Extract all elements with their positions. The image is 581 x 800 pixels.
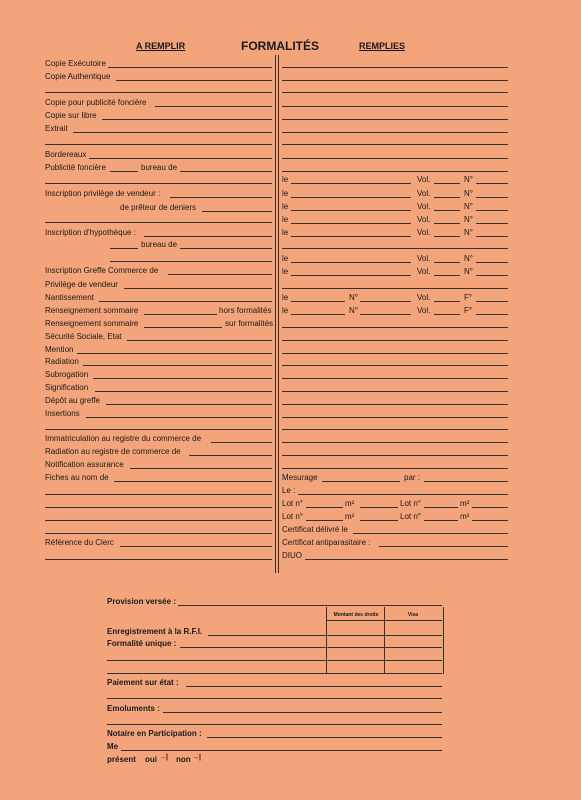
filled-line[interactable] [282, 442, 508, 443]
label-radiation-registre: Radiation au registre de commerce de [45, 447, 181, 456]
field-vol[interactable] [434, 275, 460, 276]
label-renseignement-hors: Renseignement sommaire [45, 306, 139, 315]
blank-line[interactable] [45, 494, 272, 495]
field-emoluments[interactable] [163, 712, 442, 713]
field-inscription-greffe[interactable] [168, 274, 272, 275]
field-numero[interactable] [476, 275, 508, 276]
page-title: FORMALITÉS [241, 39, 319, 53]
label-mention: Mention [45, 345, 74, 354]
field-radiation-registre[interactable] [189, 455, 272, 456]
field-certificat-delivre[interactable] [353, 533, 508, 534]
filled-line[interactable] [282, 327, 508, 328]
field-notaire-participation[interactable] [207, 737, 442, 738]
label-vol: Vol. [417, 228, 431, 237]
field-lot[interactable] [306, 507, 343, 508]
label-m2: m² [460, 512, 470, 521]
label-folio: F° [464, 306, 473, 315]
label-oui: oui [145, 755, 157, 764]
blank-line[interactable] [45, 507, 272, 508]
field-copie-publicite[interactable] [155, 106, 272, 107]
field-inscription-hypotheque[interactable] [144, 236, 272, 237]
field-mention[interactable] [77, 353, 272, 354]
field-vol[interactable] [434, 314, 460, 315]
filled-line[interactable] [282, 468, 508, 469]
field-mesurage[interactable] [322, 481, 400, 482]
label-lot: Lot n° [400, 512, 421, 521]
label-lot: Lot n° [282, 499, 303, 508]
label-notaire-participation: Notaire en Participation : [107, 729, 202, 738]
label-par: par : [404, 473, 421, 482]
label-publicite-fonciere: Publicité foncière [45, 163, 106, 172]
label-radiation: Radiation [45, 357, 79, 366]
field-vol[interactable] [434, 236, 460, 237]
field-m2[interactable] [360, 507, 398, 508]
field-publicite-fonciere[interactable] [110, 171, 138, 172]
field-formalite-unique[interactable] [180, 647, 442, 648]
label-copie-libre: Copie sur libre [45, 111, 97, 120]
blank-line[interactable] [107, 698, 442, 699]
field-enregistrement[interactable] [208, 635, 442, 636]
label-numero: N° [464, 189, 473, 198]
header-montant-droits: Montant des droits [333, 612, 379, 618]
label-le: le [282, 254, 289, 263]
filled-line[interactable] [282, 67, 508, 68]
label-nantissement: Nantissement [45, 293, 94, 302]
filled-line[interactable] [282, 378, 508, 379]
field-numero[interactable] [476, 236, 508, 237]
label-lot: Lot n° [400, 499, 421, 508]
field-paiement-etat[interactable] [186, 686, 442, 687]
field-le-date[interactable] [291, 275, 411, 276]
label-inscription-privilege: Inscription privilège de vendeur : [45, 189, 161, 198]
filled-line[interactable] [282, 144, 508, 145]
field-securite-sociale[interactable] [127, 340, 272, 341]
field-le-date[interactable] [291, 197, 411, 198]
label-signification: Signification [45, 383, 89, 392]
column-divider-right [278, 55, 279, 573]
to-fill-header: A REMPLIR [136, 41, 186, 51]
label-bordereaux: Bordereaux [45, 150, 87, 159]
label-numero: N° [464, 254, 473, 263]
filled-line[interactable] [282, 455, 508, 456]
field-insertions[interactable] [86, 417, 272, 418]
filled-line[interactable] [282, 404, 508, 405]
label-inscription-greffe: Inscription Greffe Commerce de [45, 266, 159, 275]
droits-visa-header-line [326, 620, 442, 621]
field-privilege-vendeur[interactable] [124, 288, 272, 289]
label-folio: F° [464, 293, 473, 302]
field-vol[interactable] [434, 262, 460, 263]
filled-line[interactable] [282, 171, 508, 172]
label-vol: Vol. [417, 189, 431, 198]
field-m2[interactable] [472, 520, 508, 521]
label-le: le [282, 293, 289, 302]
label-present: présent [107, 755, 136, 764]
label-m2: m² [345, 512, 355, 521]
field-le-date[interactable] [291, 210, 411, 211]
label-numero: N° [464, 202, 473, 211]
field-fiches[interactable] [114, 481, 272, 482]
label-provision-versee: Provision versée : [107, 597, 176, 606]
label-vol: Vol. [417, 202, 431, 211]
field-le-date[interactable] [291, 183, 411, 184]
label-le: le [282, 189, 289, 198]
field-vol[interactable] [434, 301, 460, 302]
label-le: le [282, 202, 289, 211]
label-reference-clerc: Référence du Clerc [45, 538, 114, 547]
field-numero[interactable] [476, 223, 508, 224]
label-le: le [282, 306, 289, 315]
blank-line[interactable] [45, 183, 272, 184]
label-emoluments: Emoluments : [107, 704, 160, 713]
field-extrait[interactable] [73, 132, 272, 133]
field-par[interactable] [424, 481, 508, 482]
field-m2[interactable] [360, 520, 398, 521]
field-bordereaux[interactable] [89, 158, 272, 159]
blank-line[interactable] [107, 724, 442, 725]
field-preteur[interactable] [202, 211, 272, 212]
label-non: non [176, 755, 191, 764]
field-maitre[interactable] [121, 750, 442, 751]
label-formalite-unique: Formalité unique : [107, 639, 177, 648]
field-le-date[interactable] [291, 301, 345, 302]
filled-line[interactable] [282, 119, 508, 120]
field-radiation[interactable] [83, 365, 272, 366]
blank-line[interactable] [45, 222, 272, 223]
filled-line[interactable] [282, 391, 508, 392]
field-le-date[interactable] [291, 223, 411, 224]
blank-line[interactable] [107, 660, 442, 661]
label-numero: N° [464, 175, 473, 184]
field-numero[interactable] [360, 301, 411, 302]
field-le-colon[interactable] [298, 494, 508, 495]
field-lot[interactable] [306, 520, 343, 521]
filled-line[interactable] [282, 248, 508, 249]
label-le-date: Le : [282, 486, 296, 495]
label-bureau-de-2: bureau de [141, 240, 178, 249]
field-le-date[interactable] [291, 236, 411, 237]
label-preteur: de prêteur de deniers [120, 203, 197, 212]
field-numero[interactable] [476, 183, 508, 184]
blank-line[interactable] [110, 261, 272, 262]
label-immatriculation: Immatriculation au registre du commerce de [45, 434, 202, 443]
label-m2: m² [345, 499, 355, 508]
field-renseignement-sur[interactable] [144, 327, 222, 328]
filled-header: REMPLIES [359, 41, 406, 51]
field-le-date[interactable] [291, 314, 345, 315]
non-tab-icon[interactable]: →| [192, 754, 201, 761]
label-subrogation: Subrogation [45, 370, 89, 379]
field-copie-executoire[interactable] [108, 67, 272, 68]
field-copie-authentique[interactable] [116, 80, 272, 81]
header-visa: Visa [407, 612, 419, 618]
field-provision-versee[interactable] [178, 605, 442, 606]
field-numero[interactable] [476, 197, 508, 198]
label-vol: Vol. [417, 215, 431, 224]
label-le: le [282, 175, 289, 184]
label-diuo: DIUO [282, 551, 302, 560]
label-mesurage: Mesurage [282, 473, 318, 482]
field-vol[interactable] [434, 183, 460, 184]
filled-line[interactable] [282, 80, 508, 81]
label-vol: Vol. [417, 293, 431, 302]
label-maitre: Me [107, 742, 119, 751]
filled-line[interactable] [282, 106, 508, 107]
field-m2[interactable] [472, 507, 508, 508]
field-reference-clerc[interactable] [120, 546, 272, 547]
field-bureau-de[interactable] [180, 171, 272, 172]
field-nantissement[interactable] [99, 301, 272, 302]
field-le-date[interactable] [291, 262, 411, 263]
label-bureau-de: bureau de [141, 163, 178, 172]
blank-line[interactable] [45, 429, 272, 430]
filled-line[interactable] [282, 340, 508, 341]
label-le: le [282, 215, 289, 224]
field-renseignement-hors[interactable] [144, 314, 217, 315]
field-lot[interactable] [424, 520, 458, 521]
filled-line[interactable] [282, 92, 508, 93]
label-le: le [282, 228, 289, 237]
field-vol[interactable] [434, 223, 460, 224]
filled-line[interactable] [282, 429, 508, 430]
label-inscription-hypotheque: Inscription d'hypothèque : [45, 228, 136, 237]
field-numero[interactable] [476, 262, 508, 263]
filled-line[interactable] [282, 353, 508, 354]
label-securite-sociale: Sécurité Sociale, Etat [45, 332, 122, 341]
blank-line[interactable] [107, 673, 442, 674]
field-bureau-de-2[interactable] [180, 248, 272, 249]
field-copie-libre[interactable] [102, 119, 272, 120]
label-lot: Lot n° [282, 512, 303, 521]
field-lot[interactable] [424, 507, 458, 508]
label-copie-executoire: Copie Exécutoire [45, 59, 106, 68]
label-vol: Vol. [417, 306, 431, 315]
field-vol[interactable] [434, 210, 460, 211]
filled-line[interactable] [282, 288, 508, 289]
blank-line[interactable] [45, 144, 272, 145]
label-numero: N° [349, 293, 358, 302]
field-immatriculation[interactable] [211, 442, 272, 443]
oui-tab-icon[interactable]: →| [159, 754, 168, 761]
label-hors-formalites: hors formalités [219, 306, 272, 315]
label-extrait: Extrait [45, 124, 68, 133]
column-divider-left [275, 55, 276, 573]
label-notification-assurance: Notification assurance [45, 460, 124, 469]
label-numero: N° [349, 306, 358, 315]
label-privilege-vendeur: Privilège de vendeur [45, 280, 118, 289]
label-depot-greffe: Dépôt au greffe [45, 396, 101, 405]
label-copie-authentique: Copie Authentique [45, 72, 111, 81]
label-vol: Vol. [417, 254, 431, 263]
label-paiement-etat: Paiement sur état : [107, 678, 179, 687]
label-renseignement-sur: Renseignement sommaire [45, 319, 139, 328]
field-diuo[interactable] [305, 559, 508, 560]
filled-line[interactable] [282, 365, 508, 366]
label-numero: N° [464, 267, 473, 276]
field-folio[interactable] [476, 301, 508, 302]
field-folio[interactable] [476, 314, 508, 315]
field-numero[interactable] [476, 210, 508, 211]
filled-line[interactable] [282, 132, 508, 133]
blank-line[interactable] [45, 559, 272, 560]
blank-line[interactable] [45, 92, 272, 93]
filled-line[interactable] [282, 158, 508, 159]
label-numero: N° [464, 228, 473, 237]
label-le: le [282, 267, 289, 276]
field-inscription-privilege[interactable] [170, 197, 272, 198]
field-vol[interactable] [434, 197, 460, 198]
label-m2: m² [460, 499, 470, 508]
filled-line[interactable] [282, 417, 508, 418]
field-numero[interactable] [360, 314, 411, 315]
field-certificat-antiparasitaire[interactable] [379, 546, 508, 547]
field-depot-greffe[interactable] [106, 404, 272, 405]
label-insertions: Insertions [45, 409, 80, 418]
label-numero: N° [464, 215, 473, 224]
label-enregistrement: Enregistrement à la R.F.I. [107, 627, 203, 636]
blank-line[interactable] [45, 533, 272, 534]
field-hypotheque-blank[interactable] [110, 248, 138, 249]
label-certificat-antiparasitaire: Certificat antiparasitaire : [282, 538, 371, 547]
blank-line[interactable] [45, 520, 272, 521]
label-fiches: Fiches au nom de [45, 473, 109, 482]
field-notification-assurance[interactable] [130, 468, 272, 469]
label-vol: Vol. [417, 267, 431, 276]
label-certificat-delivre: Certificat délivré le [282, 525, 348, 534]
field-signification[interactable] [95, 391, 272, 392]
label-copie-publicite: Copie pour publicité foncière [45, 98, 147, 107]
field-subrogation[interactable] [93, 378, 272, 379]
label-vol: Vol. [417, 175, 431, 184]
label-sur-formalites: sur formalités [225, 319, 274, 328]
